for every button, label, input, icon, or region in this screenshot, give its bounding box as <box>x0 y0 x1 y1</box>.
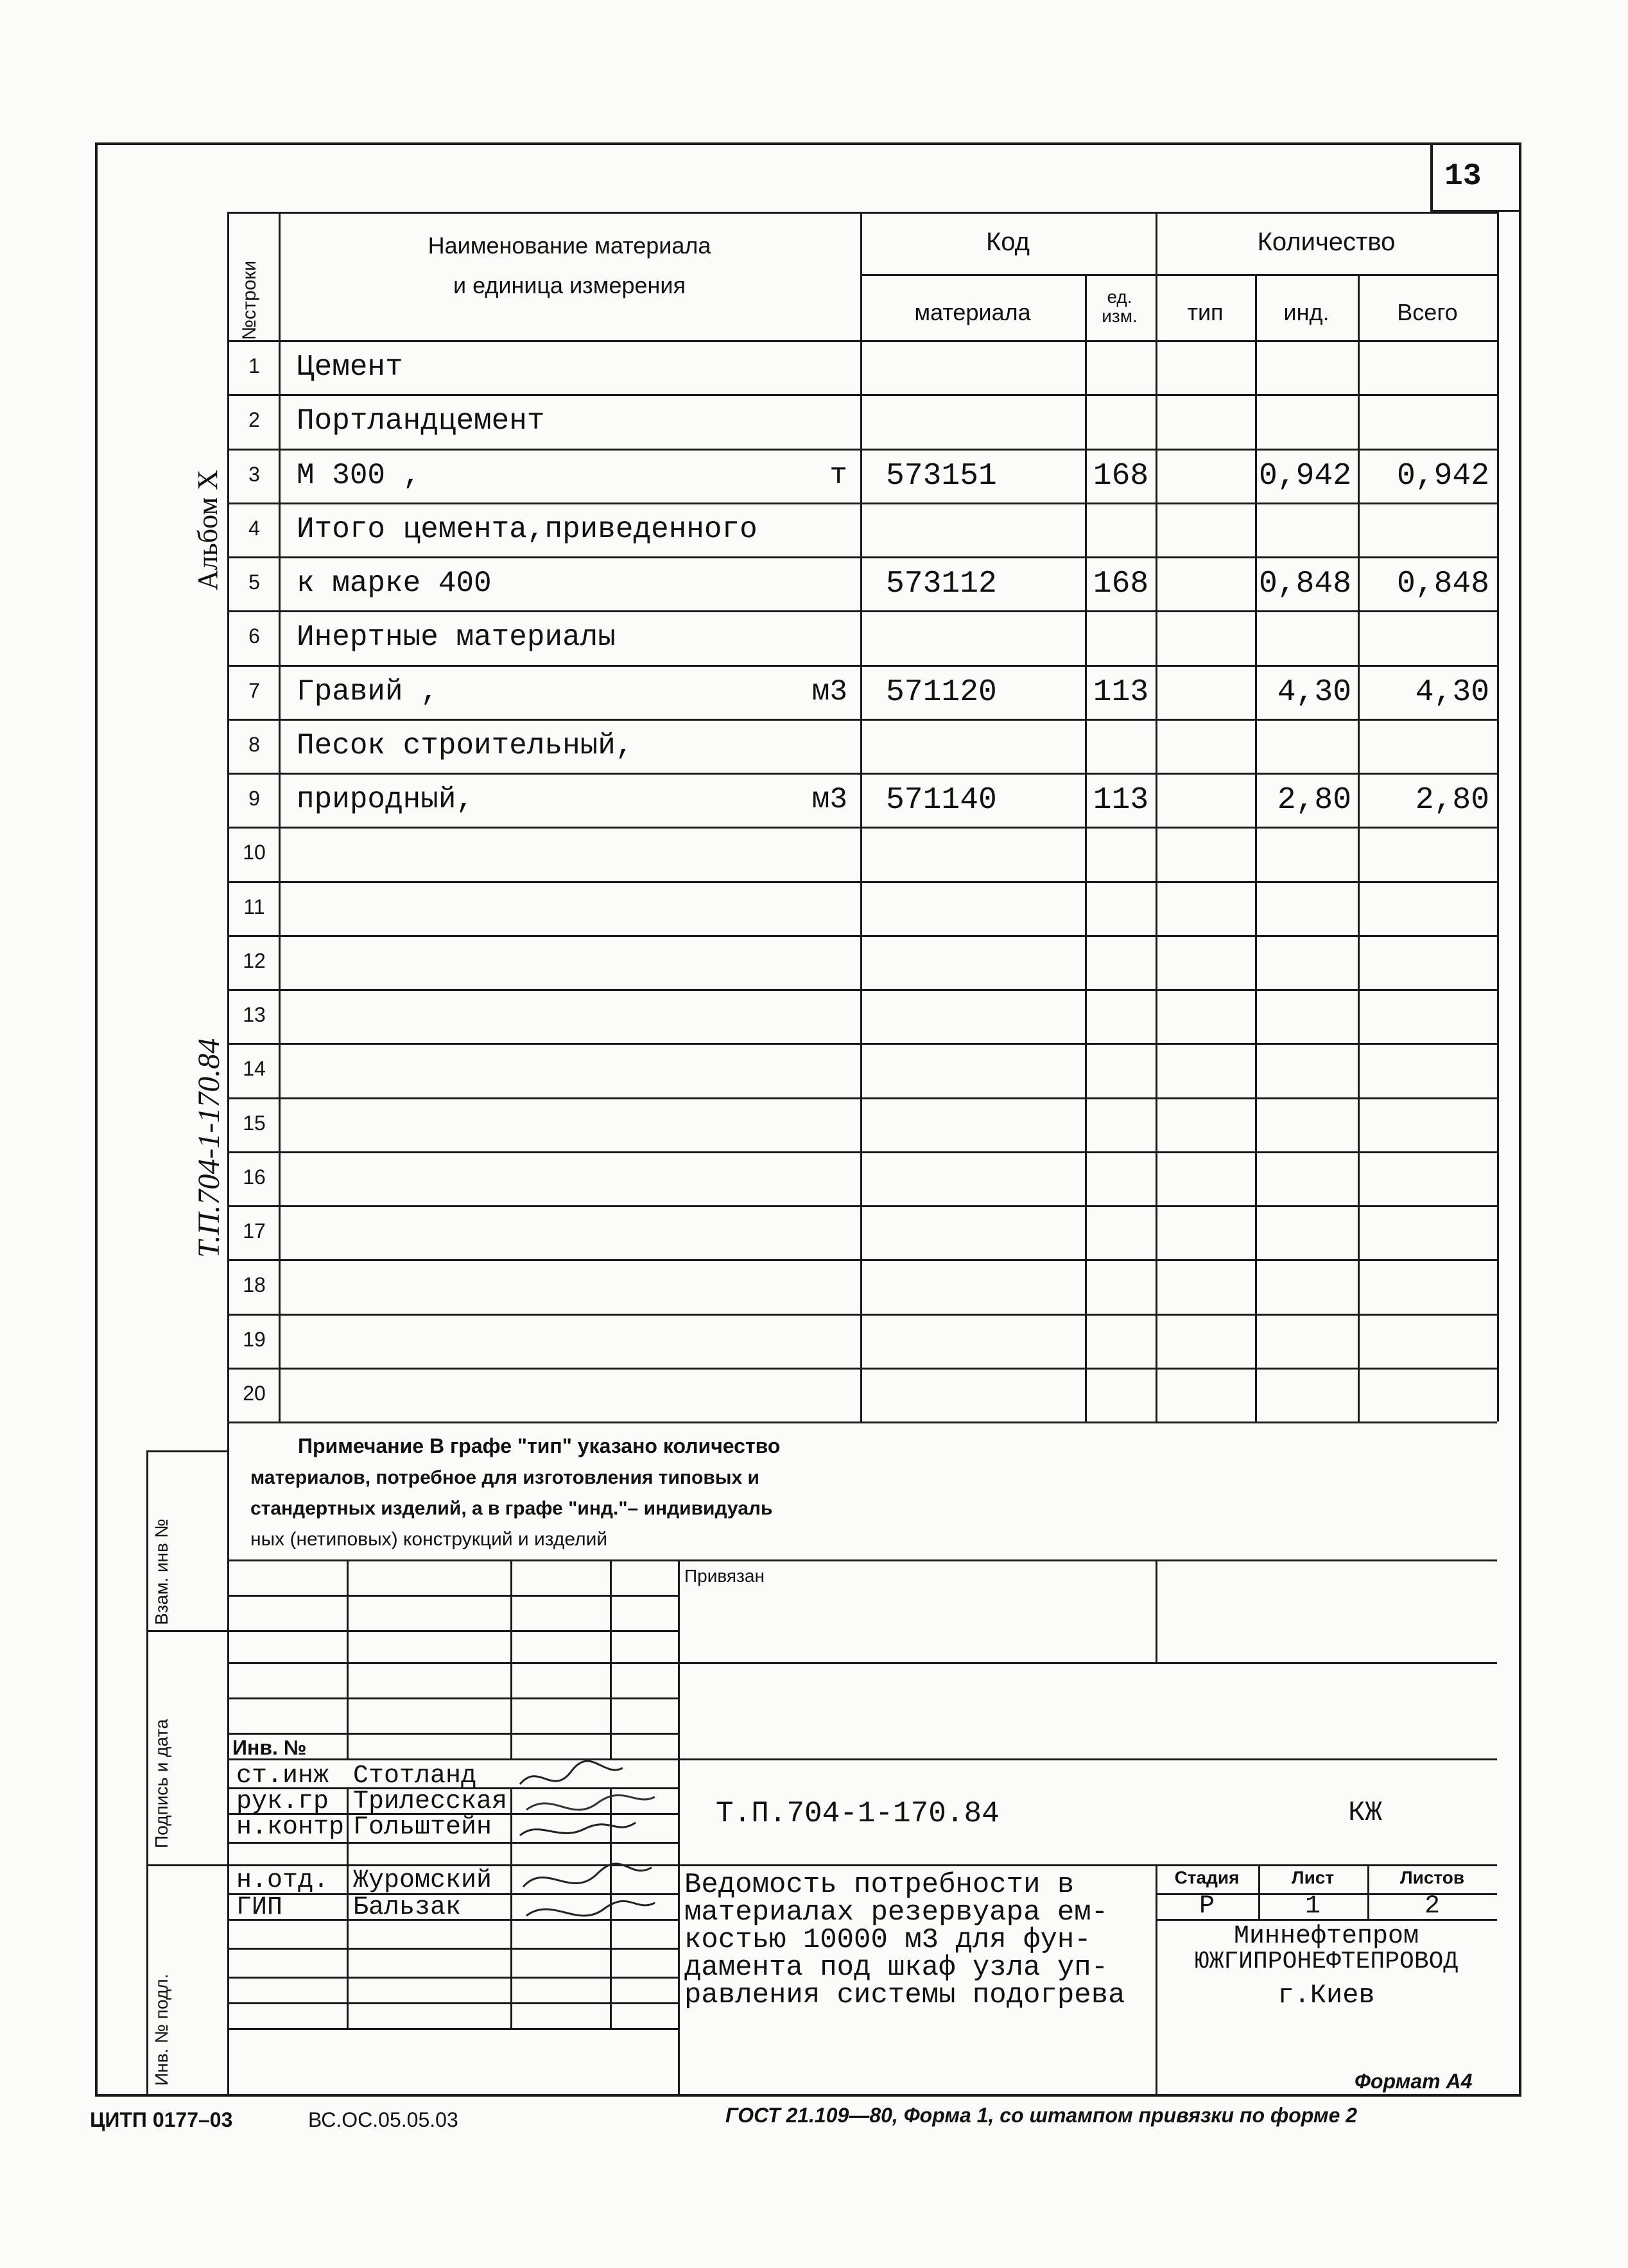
vzam-inv-label: Взам. инв № <box>152 1518 171 1625</box>
name-header-line1: Наименование материала <box>428 232 711 259</box>
project-side-label: Т.П.704-1-170.84 <box>192 1038 226 1258</box>
footer-mid: ВС.ОС.05.05.03 <box>308 2108 458 2131</box>
person-name-4: Журомский <box>353 1866 492 1895</box>
material-name: Портландцемент <box>297 404 545 438</box>
row-number: 11 <box>243 895 265 918</box>
row-number: 20 <box>243 1381 266 1405</box>
doc-mark: КЖ <box>1348 1797 1382 1829</box>
material-name: Цемент <box>297 350 403 384</box>
stage-label: Стадия <box>1174 1868 1240 1887</box>
sheet-right-border <box>1519 142 1521 2097</box>
footer-right: ГОСТ 21.109—80, Форма 1, со штампом привязки по форме 2 <box>725 2104 1358 2127</box>
title-line1: Ведомость потребности в <box>684 1869 1075 1901</box>
qty-total: 0,848 <box>1396 567 1489 601</box>
material-code: 571120 <box>886 674 997 710</box>
row-number: 3 <box>248 462 260 486</box>
material-name: природный, <box>297 783 474 816</box>
note-line2: материалов, потребное для изготовления типовых и <box>250 1467 759 1488</box>
org-line3: г.Киев <box>1277 1980 1375 2011</box>
qty-total: 2,80 <box>1415 783 1489 818</box>
material-unit: м3 <box>811 674 847 709</box>
title-line3: костью 10000 м3 для фун- <box>684 1924 1091 1956</box>
sheet-label: Лист <box>1291 1868 1335 1887</box>
qty-typ-header: тип <box>1187 299 1224 325</box>
table-left-border <box>227 212 229 1422</box>
person-role-2: рук.гр <box>236 1787 329 1816</box>
row-number: 13 <box>243 1003 266 1026</box>
title-line4: дамента под шкаф узла уп- <box>684 1952 1109 1984</box>
stage-value: Р <box>1199 1892 1215 1921</box>
title-line2: материалах резервуара ем- <box>684 1896 1109 1929</box>
signatures <box>514 1758 668 1951</box>
privyazan-label: Привязан <box>684 1566 765 1586</box>
format-label: Формат А4 <box>1355 2070 1473 2093</box>
note-line4: ных (нетиповых) конструкций и изделий <box>250 1529 608 1550</box>
material-unit: м3 <box>811 783 847 816</box>
inv-podl-label: Инв. № подл. <box>152 1973 171 2086</box>
quantity-header: Количество <box>1257 228 1396 256</box>
person-role-1: ст.инж <box>236 1762 329 1791</box>
footer-left: ЦИТП 0177–03 <box>90 2108 233 2131</box>
unit-code: 168 <box>1093 567 1149 601</box>
row-number: 5 <box>248 571 260 594</box>
code-unit-header: ед. изм. <box>1102 287 1138 326</box>
row-number: 7 <box>248 678 260 702</box>
org-line1: Миннефтепром <box>1233 1922 1419 1951</box>
material-name: к марке 400 <box>297 567 492 600</box>
unit-code: 113 <box>1093 783 1149 818</box>
row-number: 14 <box>243 1057 266 1081</box>
row-number-header: №строки <box>239 260 260 340</box>
row-number: 8 <box>248 732 260 756</box>
row-number: 17 <box>243 1219 266 1242</box>
title-line5: равления системы подогрева <box>684 1979 1125 2011</box>
name-header-line2: и единица измерения <box>453 272 686 298</box>
qty-ind: 0,942 <box>1258 458 1351 494</box>
sheets-label: Листов <box>1399 1868 1465 1887</box>
row-number: 6 <box>248 624 260 648</box>
person-name-1: Стотланд <box>353 1762 477 1791</box>
material-name: М 300 , <box>297 458 421 492</box>
person-name-2: Трилесская <box>353 1787 508 1816</box>
qty-total: 0,942 <box>1396 458 1489 494</box>
material-unit: т <box>829 458 847 492</box>
person-role-5: ГИП <box>236 1893 283 1922</box>
person-role-3: н.контр <box>236 1813 345 1842</box>
person-name-3: Гольштейн <box>353 1813 492 1842</box>
row-number: 19 <box>243 1327 266 1351</box>
material-name: Песок строительный, <box>297 728 634 762</box>
row-number: 10 <box>243 841 266 864</box>
qty-total: 4,30 <box>1415 674 1489 710</box>
unit-code: 168 <box>1093 458 1149 494</box>
note-line1: Примечание В графе "тип" указано количество <box>298 1434 781 1457</box>
org-line2: ЮЖГИПРОНЕФТЕПРОВОД <box>1194 1948 1459 1975</box>
note-line3: стандертных изделий, а в графе "инд."– индивидуаль <box>250 1498 773 1519</box>
material-name: Инертные материалы <box>297 621 616 655</box>
row-number: 18 <box>243 1273 266 1297</box>
code-material-header: материала <box>914 299 1031 325</box>
doc-code: Т.П.704-1-170.84 <box>716 1797 1000 1830</box>
qty-ind: 2,80 <box>1277 783 1351 818</box>
inv-no-label: Инв. № <box>232 1736 307 1759</box>
qty-ind-header: инд. <box>1283 299 1329 325</box>
podpis-data-label: Подпись и дата <box>152 1719 171 1848</box>
person-name-5: Бальзак <box>353 1893 462 1922</box>
qty-ind: 0,848 <box>1258 567 1351 601</box>
unit-code: 113 <box>1093 674 1149 710</box>
row-number: 1 <box>248 354 260 377</box>
qty-ind: 4,30 <box>1277 674 1351 710</box>
sheet-number: 13 <box>1444 159 1482 194</box>
material-code: 571140 <box>886 783 997 818</box>
qty-total-header: Всего <box>1397 299 1458 325</box>
row-number: 9 <box>248 787 260 810</box>
sheets-value: 2 <box>1424 1892 1440 1921</box>
row-number: 15 <box>243 1111 266 1135</box>
material-code: 573112 <box>886 567 997 601</box>
code-header: Код <box>985 228 1030 256</box>
album-label: Альбом X <box>192 470 223 590</box>
row-number: 2 <box>248 408 260 432</box>
row-number: 12 <box>243 949 266 972</box>
person-role-4: н.отд. <box>236 1866 329 1895</box>
row-number: 16 <box>243 1165 266 1189</box>
sheet-value: 1 <box>1304 1892 1321 1921</box>
row-number: 4 <box>248 516 260 540</box>
material-name: Гравий , <box>297 674 438 709</box>
material-name: Итого цемента,приведенного <box>297 512 758 546</box>
material-code: 573151 <box>886 458 997 494</box>
